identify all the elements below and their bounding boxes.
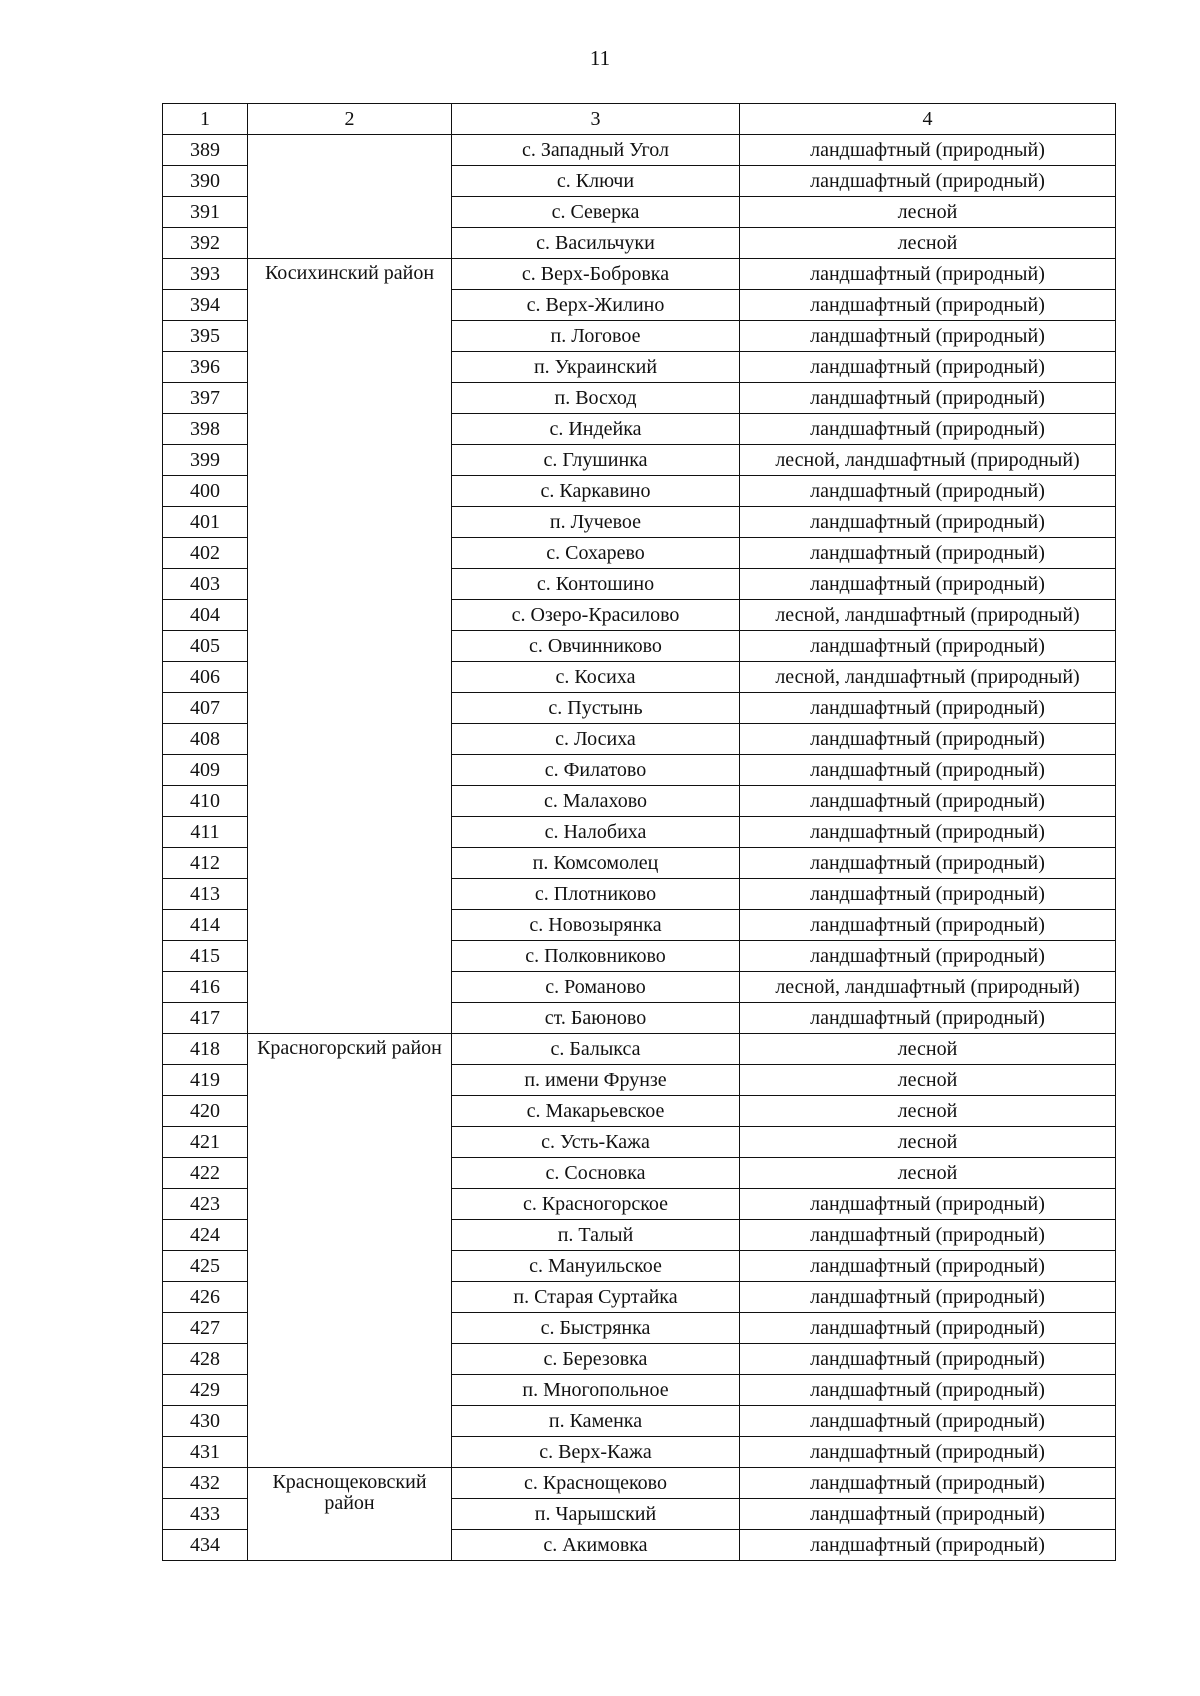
row-number-cell: 421	[163, 1127, 248, 1158]
row-number-cell: 433	[163, 1499, 248, 1530]
settlement-cell: с. Верх-Жилино	[452, 290, 740, 321]
page-number: 11	[589, 46, 611, 70]
settlement-cell: с. Налобиха	[452, 817, 740, 848]
row-number-cell: 426	[163, 1282, 248, 1313]
settlement-cell: с. Краснощеково	[452, 1468, 740, 1499]
row-number-cell: 428	[163, 1344, 248, 1375]
row-number-cell: 402	[163, 538, 248, 569]
type-cell: ландшафтный (природный)	[740, 1189, 1116, 1220]
settlement-cell: с. Плотниково	[452, 879, 740, 910]
type-cell: лесной, ландшафтный (природный)	[740, 445, 1116, 476]
settlement-cell: с. Березовка	[452, 1344, 740, 1375]
row-number-cell: 404	[163, 600, 248, 631]
row-number-cell: 390	[163, 166, 248, 197]
district-cell: Краснощековский район	[248, 1468, 452, 1561]
type-cell: ландшафтный (природный)	[740, 786, 1116, 817]
table-row	[163, 259, 1116, 290]
type-cell: ландшафтный (природный)	[740, 817, 1116, 848]
type-cell: ландшафтный (природный)	[740, 1468, 1116, 1499]
row-number-cell: 427	[163, 1313, 248, 1344]
settlement-cell: с. Лосиха	[452, 724, 740, 755]
settlement-cell: с. Контошино	[452, 569, 740, 600]
table-header-row	[163, 104, 1116, 135]
settlement-cell: с. Акимовка	[452, 1530, 740, 1561]
settlement-cell: с. Западный Угол	[452, 135, 740, 166]
type-cell: ландшафтный (природный)	[740, 1313, 1116, 1344]
type-cell: ландшафтный (природный)	[740, 1003, 1116, 1034]
type-cell: ландшафтный (природный)	[740, 1375, 1116, 1406]
settlement-cell: с. Северка	[452, 197, 740, 228]
settlement-cell: с. Полковниково	[452, 941, 740, 972]
header-cell: 4	[740, 104, 1116, 135]
row-number-cell: 415	[163, 941, 248, 972]
row-number-cell: 414	[163, 910, 248, 941]
row-number-cell: 424	[163, 1220, 248, 1251]
row-number-cell: 410	[163, 786, 248, 817]
type-cell: ландшафтный (природный)	[740, 1406, 1116, 1437]
row-number-cell: 389	[163, 135, 248, 166]
row-number-cell: 392	[163, 228, 248, 259]
header-cell: 3	[452, 104, 740, 135]
type-cell: ландшафтный (природный)	[740, 1437, 1116, 1468]
settlement-cell: с. Сосновка	[452, 1158, 740, 1189]
settlement-cell: ст. Баюново	[452, 1003, 740, 1034]
type-cell: лесной	[740, 1158, 1116, 1189]
header-cell: 2	[248, 104, 452, 135]
type-cell: ландшафтный (природный)	[740, 879, 1116, 910]
type-cell: ландшафтный (природный)	[740, 693, 1116, 724]
settlement-cell: п. Логовое	[452, 321, 740, 352]
settlement-cell: с. Васильчуки	[452, 228, 740, 259]
row-number-cell: 408	[163, 724, 248, 755]
settlement-cell: п. Чарышский	[452, 1499, 740, 1530]
type-cell: ландшафтный (природный)	[740, 507, 1116, 538]
row-number-cell: 434	[163, 1530, 248, 1561]
settlement-cell: п. Лучевое	[452, 507, 740, 538]
settlement-cell: п. Многопольное	[452, 1375, 740, 1406]
row-number-cell: 417	[163, 1003, 248, 1034]
settlement-cell: с. Усть-Кажа	[452, 1127, 740, 1158]
row-number-cell: 420	[163, 1096, 248, 1127]
settlement-cell: с. Мануильское	[452, 1251, 740, 1282]
table-row	[163, 135, 1116, 166]
settlement-cell: с. Макарьевское	[452, 1096, 740, 1127]
type-cell: ландшафтный (природный)	[740, 321, 1116, 352]
type-cell: ландшафтный (природный)	[740, 848, 1116, 879]
row-number-cell: 412	[163, 848, 248, 879]
type-cell: ландшафтный (природный)	[740, 383, 1116, 414]
type-cell: ландшафтный (природный)	[740, 352, 1116, 383]
settlement-cell: с. Ключи	[452, 166, 740, 197]
settlement-cell: с. Быстрянка	[452, 1313, 740, 1344]
settlement-cell: п. Восход	[452, 383, 740, 414]
settlement-cell: п. Украинский	[452, 352, 740, 383]
type-cell: лесной	[740, 1065, 1116, 1096]
row-number-cell: 423	[163, 1189, 248, 1220]
type-cell: ландшафтный (природный)	[740, 1344, 1116, 1375]
type-cell: лесной	[740, 197, 1116, 228]
type-cell: ландшафтный (природный)	[740, 631, 1116, 662]
settlement-cell: с. Озеро-Красилово	[452, 600, 740, 631]
type-cell: ландшафтный (природный)	[740, 941, 1116, 972]
type-cell: ландшафтный (природный)	[740, 290, 1116, 321]
row-number-cell: 419	[163, 1065, 248, 1096]
table-row	[163, 1034, 1116, 1065]
type-cell: лесной, ландшафтный (природный)	[740, 662, 1116, 693]
type-cell: ландшафтный (природный)	[740, 259, 1116, 290]
row-number-cell: 413	[163, 879, 248, 910]
type-cell: ландшафтный (природный)	[740, 569, 1116, 600]
row-number-cell: 416	[163, 972, 248, 1003]
district-cell: Косихинский район	[248, 259, 452, 1034]
type-cell: ландшафтный (природный)	[740, 1220, 1116, 1251]
row-number-cell: 431	[163, 1437, 248, 1468]
row-number-cell: 418	[163, 1034, 248, 1065]
settlements-table	[162, 103, 1116, 1561]
settlement-cell: с. Верх-Бобровка	[452, 259, 740, 290]
type-cell: ландшафтный (природный)	[740, 724, 1116, 755]
settlement-cell: с. Новозырянка	[452, 910, 740, 941]
row-number-cell: 398	[163, 414, 248, 445]
settlement-cell: с. Филатово	[452, 755, 740, 786]
row-number-cell: 405	[163, 631, 248, 662]
type-cell: ландшафтный (природный)	[740, 414, 1116, 445]
type-cell: ландшафтный (природный)	[740, 1530, 1116, 1561]
settlement-cell: с. Индейка	[452, 414, 740, 445]
row-number-cell: 401	[163, 507, 248, 538]
row-number-cell: 429	[163, 1375, 248, 1406]
type-cell: ландшафтный (природный)	[740, 135, 1116, 166]
row-number-cell: 432	[163, 1468, 248, 1499]
settlement-cell: п. Комсомолец	[452, 848, 740, 879]
type-cell: ландшафтный (природный)	[740, 476, 1116, 507]
settlement-cell: с. Балыкса	[452, 1034, 740, 1065]
row-number-cell: 422	[163, 1158, 248, 1189]
type-cell: лесной, ландшафтный (природный)	[740, 972, 1116, 1003]
row-number-cell: 397	[163, 383, 248, 414]
district-cell: Красногорский район	[248, 1034, 452, 1468]
type-cell: лесной	[740, 1096, 1116, 1127]
row-number-cell: 425	[163, 1251, 248, 1282]
district-cell	[248, 135, 452, 259]
row-number-cell: 391	[163, 197, 248, 228]
row-number-cell: 406	[163, 662, 248, 693]
type-cell: лесной	[740, 228, 1116, 259]
type-cell: ландшафтный (природный)	[740, 166, 1116, 197]
type-cell: ландшафтный (природный)	[740, 910, 1116, 941]
type-cell: ландшафтный (природный)	[740, 1251, 1116, 1282]
settlement-cell: п. Талый	[452, 1220, 740, 1251]
row-number-cell: 394	[163, 290, 248, 321]
row-number-cell: 396	[163, 352, 248, 383]
row-number-cell: 430	[163, 1406, 248, 1437]
settlement-cell: с. Пустынь	[452, 693, 740, 724]
table-body	[163, 135, 1116, 1561]
settlement-cell: с. Сохарево	[452, 538, 740, 569]
settlement-cell: п. Старая Суртайка	[452, 1282, 740, 1313]
type-cell: лесной	[740, 1127, 1116, 1158]
settlement-cell: п. Каменка	[452, 1406, 740, 1437]
row-number-cell: 400	[163, 476, 248, 507]
row-number-cell: 407	[163, 693, 248, 724]
type-cell: лесной, ландшафтный (природный)	[740, 600, 1116, 631]
settlement-cell: с. Романово	[452, 972, 740, 1003]
type-cell: ландшафтный (природный)	[740, 755, 1116, 786]
type-cell: ландшафтный (природный)	[740, 1282, 1116, 1313]
settlement-cell: с. Каркавино	[452, 476, 740, 507]
type-cell: лесной	[740, 1034, 1116, 1065]
settlement-cell: с. Овчинниково	[452, 631, 740, 662]
row-number-cell: 403	[163, 569, 248, 600]
settlement-cell: с. Косиха	[452, 662, 740, 693]
row-number-cell: 409	[163, 755, 248, 786]
type-cell: ландшафтный (природный)	[740, 1499, 1116, 1530]
row-number-cell: 393	[163, 259, 248, 290]
settlement-cell: с. Глушинка	[452, 445, 740, 476]
table-row	[163, 1468, 1116, 1499]
settlement-cell: с. Красногорское	[452, 1189, 740, 1220]
settlement-cell: с. Верх-Кажа	[452, 1437, 740, 1468]
row-number-cell: 399	[163, 445, 248, 476]
type-cell: ландшафтный (природный)	[740, 538, 1116, 569]
row-number-cell: 411	[163, 817, 248, 848]
row-number-cell: 395	[163, 321, 248, 352]
settlement-cell: п. имени Фрунзе	[452, 1065, 740, 1096]
header-cell: 1	[163, 104, 248, 135]
settlement-cell: с. Малахово	[452, 786, 740, 817]
